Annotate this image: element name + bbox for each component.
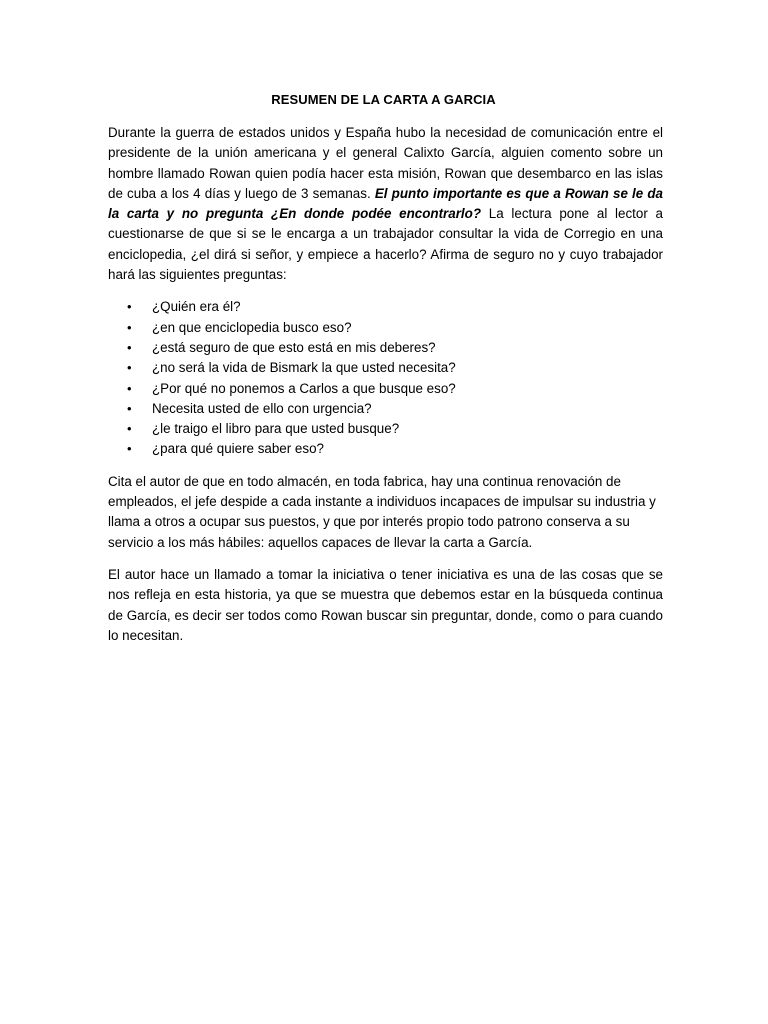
questions-list — [108, 297, 663, 459]
paragraph-conclusion: El autor hace un llamado a tomar la iniciativa o tener iniciativa es una de las cosas que se nos refleja en esta historia, ya que se muestra que debemos estar en la búsqueda continua de García, es decir ser todos como Rowan buscar sin preguntar, donde, como o para cuando lo necesitan. — [108, 566, 663, 643]
bullet-icon: • — [127, 380, 132, 396]
document-title: RESUMEN DE LA CARTA A GARCIA — [271, 92, 496, 107]
bullet-icon: • — [127, 339, 132, 355]
paragraph-intro-continuation: La lectura pone al lector a cuestionarse de que si se le encarga a un trabajador consultar la vida de Corregio en una enciclopedia, ¿el dirá si señor, y empiece a hacerlo? Afirma de seguro no y cuyo trabajador hará las siguientes preguntas: — [108, 206, 663, 283]
list-item — [108, 379, 663, 399]
bullet-icon: • — [127, 421, 132, 437]
bullet-icon: • — [127, 400, 132, 416]
list-item — [108, 419, 663, 439]
paragraph-intro-emphasis: El punto importante es que a Rowan se le da la carta y no pregunta ¿En donde podée encontrarlo? — [108, 185, 663, 222]
paragraph-intro-text: Durante la guerra de estados unidos y España hubo la necesidad de comunicación entre el presidente de la unión americana y el general Calixto García, alguien comento sobre un hombre llamado Rowan quien podía hacer esta misión, Rowan que desembarco en las islas de cuba a los 4 días y luego de 3 semanas. — [108, 125, 663, 201]
list-item — [108, 439, 663, 459]
list-item-text: ¿para qué quiere saber eso? — [152, 441, 324, 457]
paragraph-intro — [108, 123, 663, 285]
list-item-text: Necesita usted de ello con urgencia? — [152, 400, 372, 416]
bullet-icon: • — [127, 441, 132, 457]
bullet-icon: • — [127, 299, 132, 315]
paragraph-author-cites: Cita el autor de que en todo almacén, en toda fabrica, hay una continua renovación de empleados, el jefe despide a cada instante a individuos incapaces de impulsar su industria y llama a otros a ocupar sus puestos, y que por interés propio todo patrono conserva a su servicio a los más hábiles: aquellos capaces de llevar la carta a García. — [108, 473, 656, 550]
list-item-text: ¿Por qué no ponemos a Carlos a que busque eso? — [152, 380, 456, 396]
list-item-text: ¿le traigo el libro para que usted busque? — [152, 421, 400, 437]
bullet-icon: • — [127, 319, 132, 335]
list-item-text: ¿Quién era él? — [152, 299, 241, 315]
list-item — [108, 318, 663, 338]
bullet-icon: • — [127, 360, 132, 376]
list-item-text: ¿está seguro de que esto está en mis deberes? — [152, 339, 436, 355]
list-item-text: ¿en que enciclopedia busco eso? — [152, 319, 352, 335]
list-item — [108, 297, 663, 317]
list-item — [108, 399, 663, 419]
list-item-text: ¿no será la vida de Bismark la que usted necesita? — [152, 360, 456, 376]
list-item — [108, 358, 663, 378]
list-item — [108, 338, 663, 358]
